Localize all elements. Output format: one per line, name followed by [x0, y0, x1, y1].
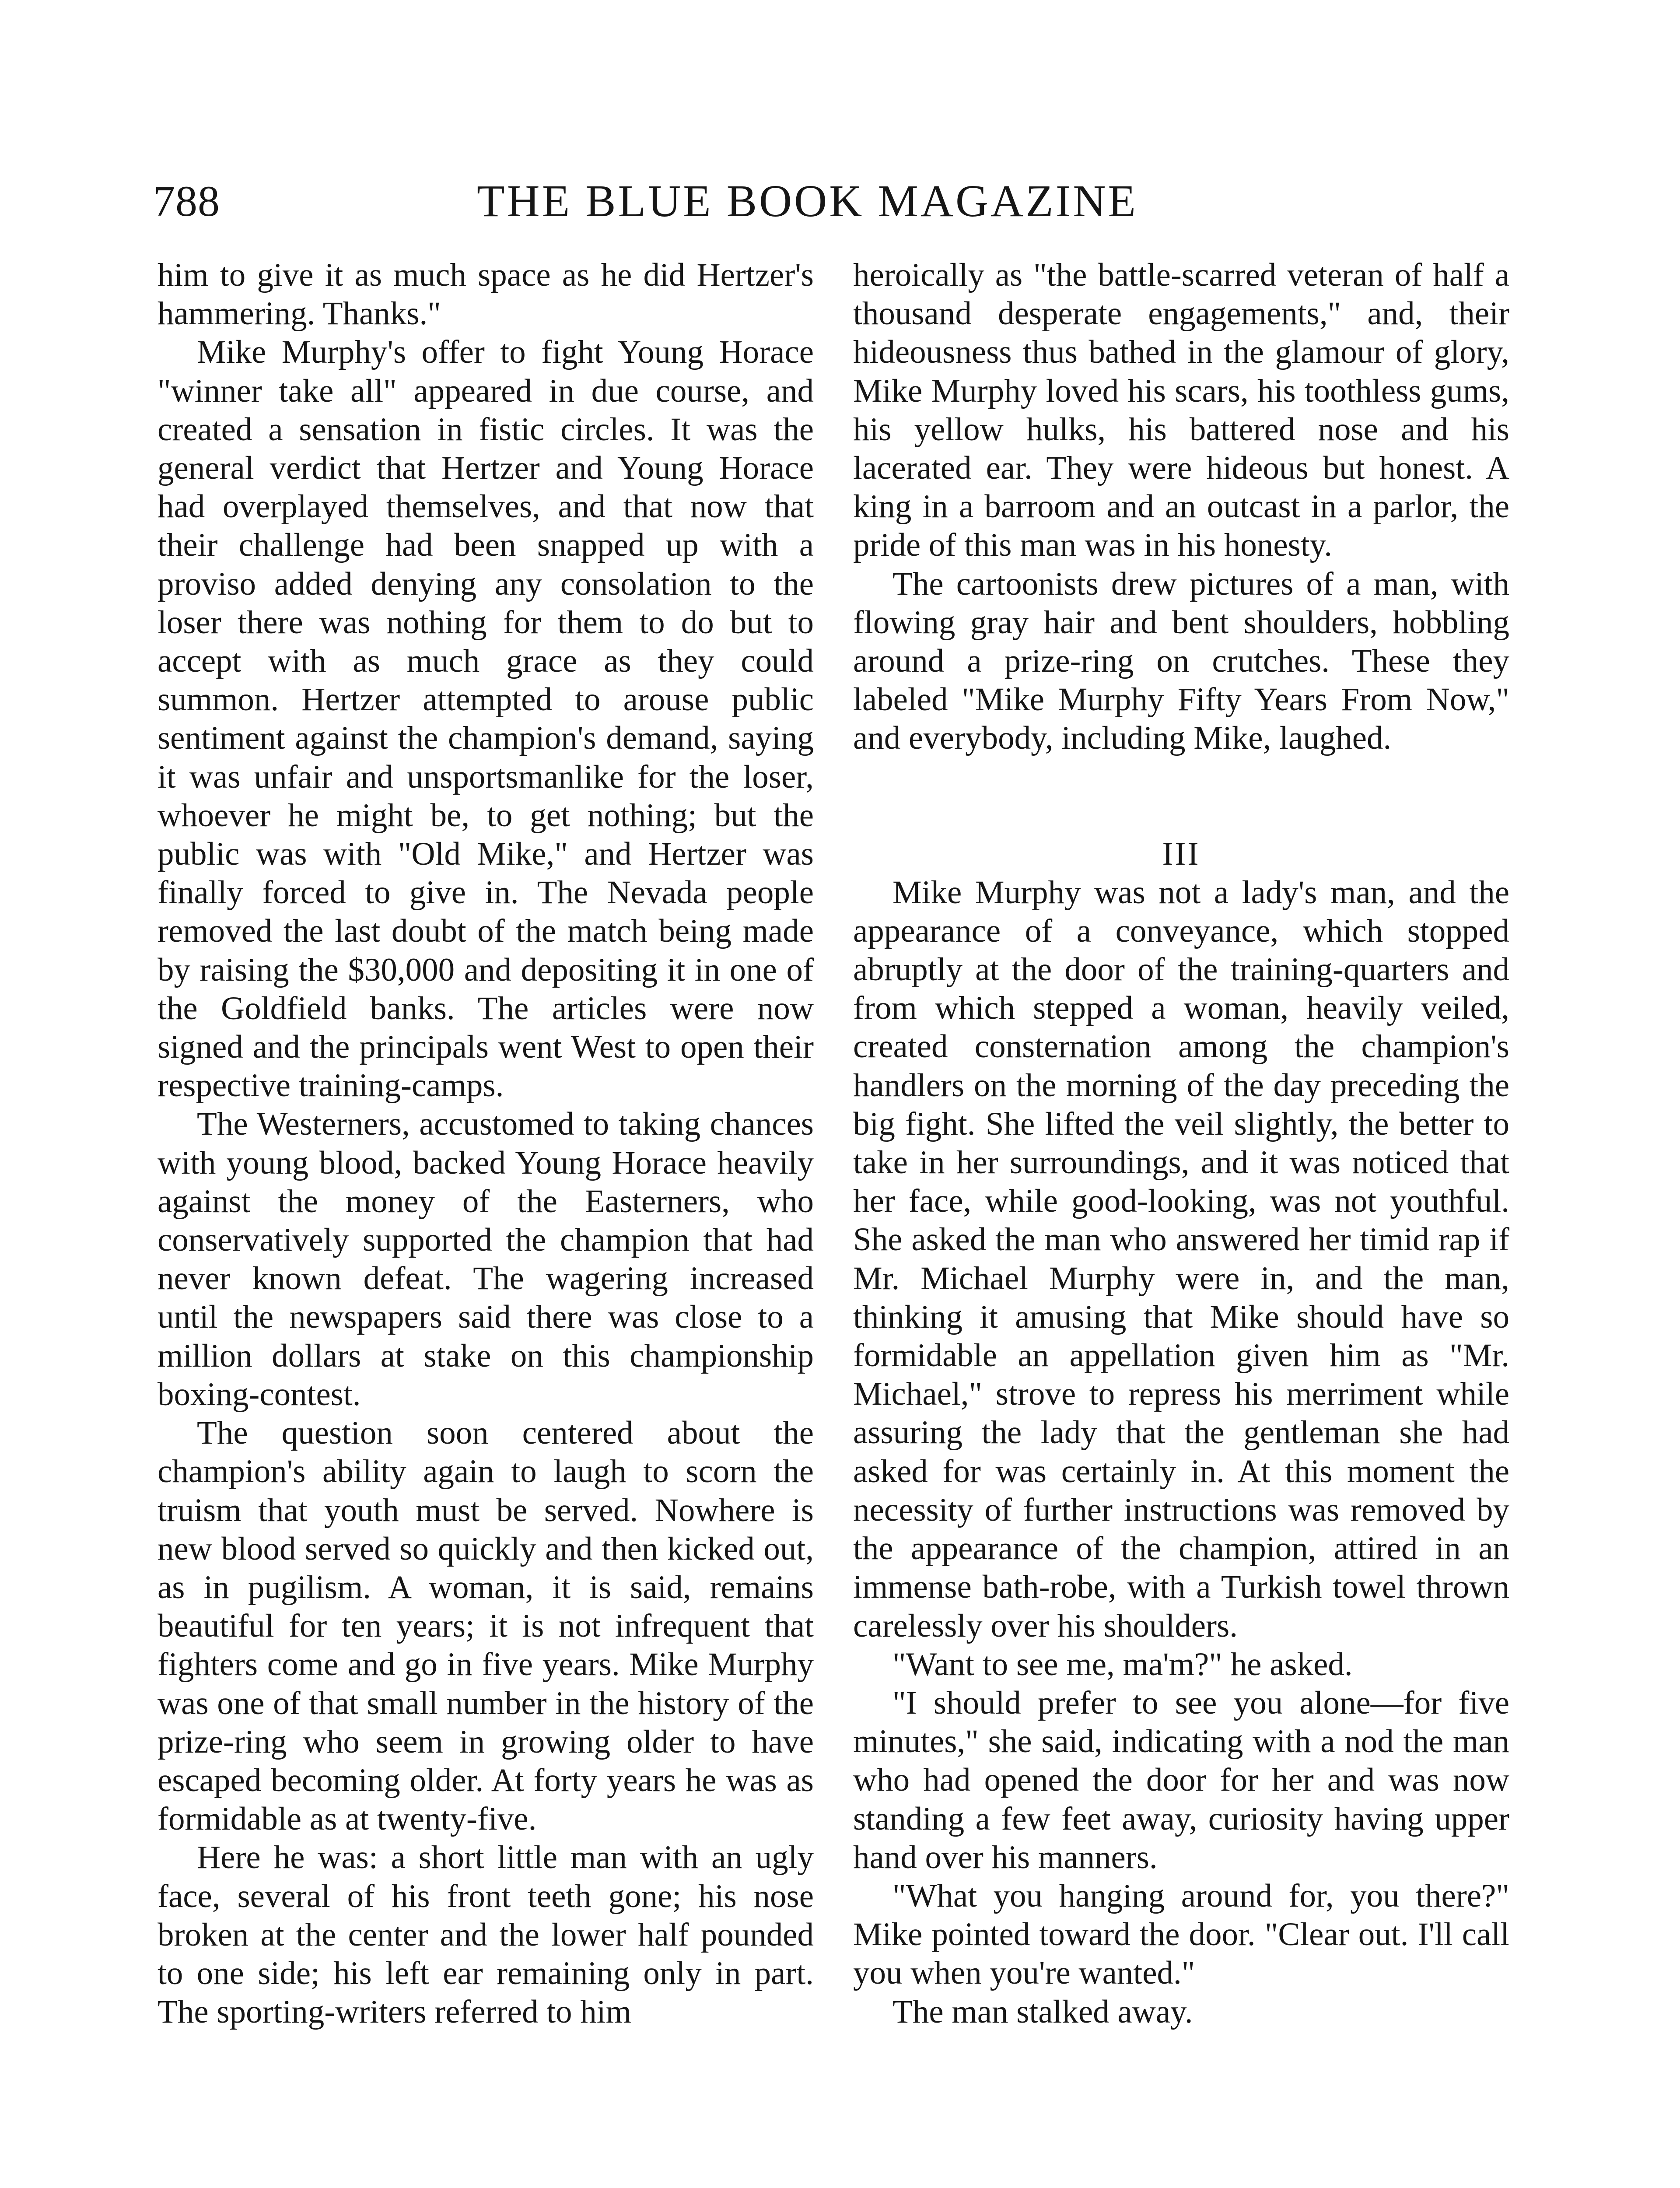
paragraph: Mike Murphy was not a lady's man, and the appearance of a conveyance, which stopped abruptly at the door of the training-quarters and from which stepped a woman, heavily veiled, created consternation among the champion's handlers on the morning of the day preceding the big fight. She lifted the veil slightly, the better to take in her surroundings, and it was noticed that her face, while good-looking, was not youthful. She asked the man who answered her timid rap if Mr. Michael Murphy were in, and the man, thinking it amusing that Mike should have so formidable an appellation given him as "Mr. Michael," strove to repress his merriment while assuring the lady that the gentleman she had asked for was certainly in. At this moment the necessity of further instructions was removed by the appearance of the champion, attired in an immense bath-robe, with a Turkish towel thrown carelessly over his shoulders. — [853, 874, 1509, 1644]
left-column — [158, 256, 814, 2031]
paragraph: him to give it as much space as he did Hertzer's hammering. Thanks." — [158, 257, 814, 332]
running-title: THE BLUE BOOK MAGAZINE — [477, 176, 1138, 226]
paragraph: The question soon centered about the champion's ability again to laugh to scorn the truism that youth must be served. Nowhere is new blood served so quickly and then kicked out, as in pugilism. A woman, it is said, remains beautiful for ten years; it is not infrequent that fighters come and go in five years. Mike Murphy was one of that small number in the history of the prize-ring who seem in growing older to have escaped becoming older. At forty years he was as formidable as at twenty-five. — [158, 1415, 814, 1837]
page-header — [153, 173, 1225, 230]
paragraph: The man stalked away. — [892, 1993, 1193, 2030]
paragraph: Here he was: a short little man with an ugly face, several of his front teeth gone; his nose broken at the center and the lower half pounded to one side; his left ear remaining only in part. The sporting-writers referred to him — [158, 1839, 814, 2030]
section-heading: III — [1162, 835, 1200, 872]
right-column — [853, 256, 1509, 2031]
paragraph: Mike Murphy's offer to fight Young Horace "winner take all" appeared in due course, and created a sensation in fistic circles. It was the general verdict that Hertzer and Young Horace had overplayed themselves, and that now that their challenge had been snapped up with a proviso added denying any consolation to the loser there was nothing for them to do but to accept with as much grace as they could summon. Hertzer attempted to arouse public sentiment against the champion's demand, saying it was unfair and unsportsmanlike for the loser, whoever he might be, to get nothing; but the public was with "Old Mike," and Hertzer was finally forced to give in. The Nevada people removed the last doubt of the match being made by raising the $30,000 and depositing it in one of the Goldfield banks. The articles were now signed and the principals went West to open their respective training-camps. — [158, 334, 814, 1104]
paragraph: The Westerners, accustomed to taking chances with young blood, backed Young Horace heavily against the money of the Easterners, who conservatively supported the champion that had never known defeat. The wagering increased until the newspapers said there was close to a million dollars at stake on this championship boxing-contest. — [158, 1106, 814, 1413]
paragraph: "Want to see me, ma'm?" he asked. — [892, 1646, 1353, 1683]
paragraph: "I should prefer to see you alone—for five minutes," she said, indicating with a nod the man who had opened the door for her and was now standing a few feet away, curiosity having upper hand over his manners. — [853, 1684, 1509, 1876]
paragraph: "What you hanging around for, you there?" Mike pointed toward the door. "Clear out. I'll call you when you're wanted." — [853, 1877, 1509, 1992]
paragraph: heroically as "the battle-scarred veteran of half a thousand desperate engagements," and, their hideousness thus bathed in the glamour of glory, Mike Murphy loved his scars, his toothless gums, his yellow hulks, his battered nose and his lacerated ear. They were hideous but honest. A king in a barroom and an outcast in a parlor, the pride of this man was in his honesty. — [853, 257, 1509, 564]
paragraph: The cartoonists drew pictures of a man, with flowing gray hair and bent shoulders, hobbling around a prize-ring on crutches. These they labeled "Mike Murphy Fifty Years From Now," and everybody, including Mike, laughed. — [853, 565, 1509, 757]
page-number: 788 — [153, 177, 220, 225]
